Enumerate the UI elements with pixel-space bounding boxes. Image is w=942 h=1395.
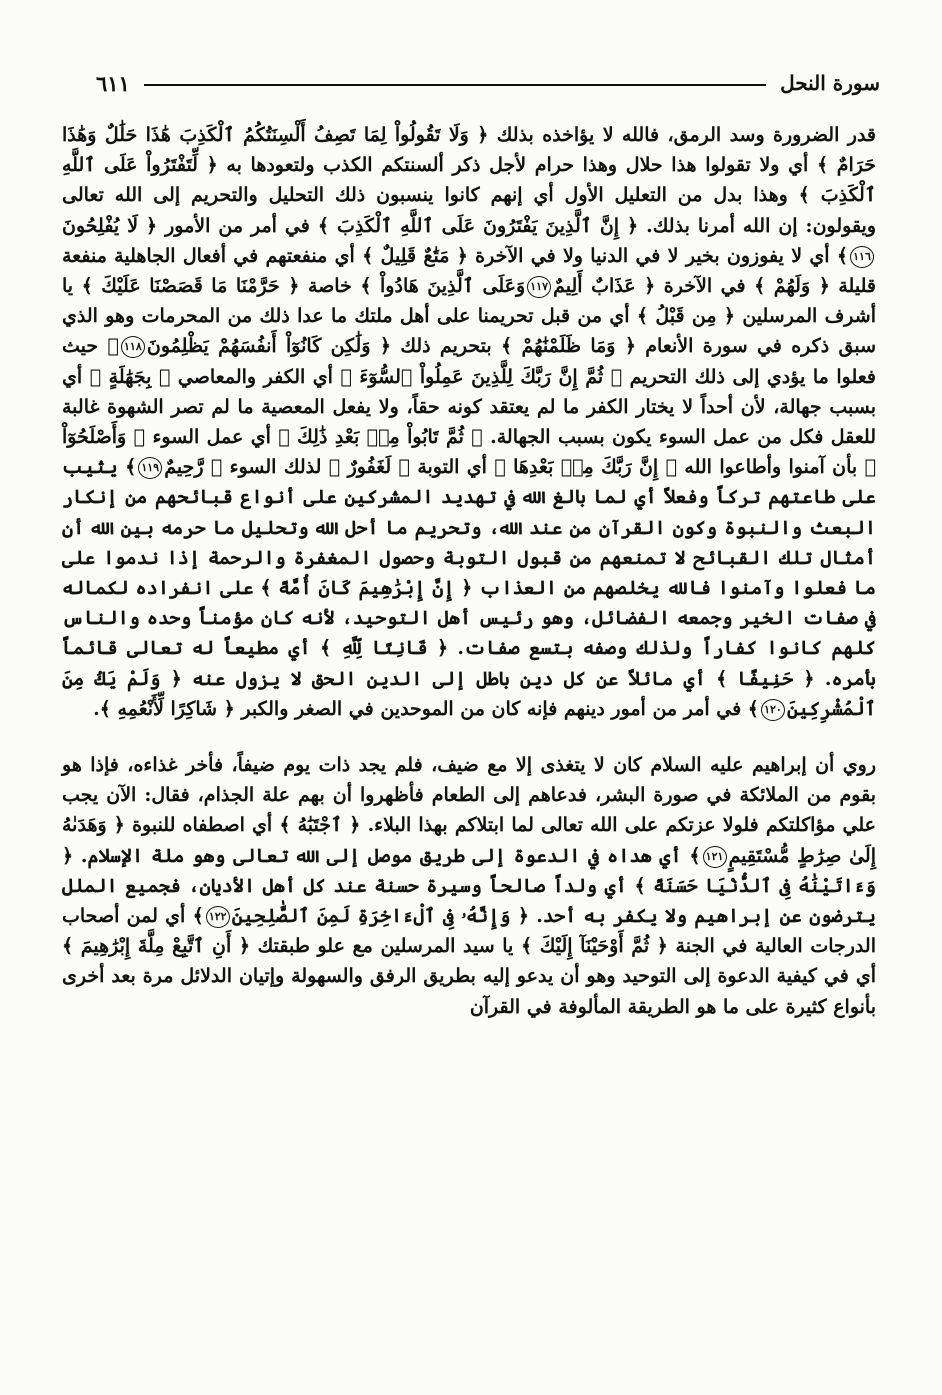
- quran-verse: ﴿ قَانِتًا لِّلَّهِ ﴾: [320, 637, 449, 660]
- quran-verse: ﴿ وَلَٰكِن كَانُوٓاْ أَنفُسَهُمْ يَظْلِمُونَ: [146, 335, 391, 358]
- quran-verse: ﴿ حَنِيفًا ﴾: [716, 667, 815, 690]
- page-body: [62, 120, 876, 1022]
- commentary-text: أي ولا تقولوا هذا حلال وهذا حرام لأجل ذكر ألسنتكم الكذب ولتعودها به: [217, 154, 817, 177]
- quran-verse: ﴿ إِنَّ ٱلَّذِينَ يَفْتَرُونَ عَلَى ٱللَّهِ ٱلْكَذِبَ ﴾: [317, 214, 639, 237]
- quran-verse: ﴿ وَمَا ظَلَمْنَٰهُمْ ﴾: [500, 335, 636, 358]
- quran-verse: ﴿ لَا يُفْلِحُونَ: [62, 214, 158, 237]
- commentary-text: يثيب على طاعتهم تركاً وفعلاً أي لما بالغ الله في تهديد المشركين على أنواع قبائحهم من إنكار البعث والنبوة وكون القرآن من عند الله، وتحريم ما أحل الله وتحليل ما حرمه بين الله أن أمثال تلك القبائح لا تمنعهم من قبول التوبة وحصول المغفرة والرحمة إذا ندموا على ما فعلوا وآمنوا فالله يخلصهم من العذاب: [62, 456, 876, 600]
- quran-verse: ﴿ شَاكِرًا لِّأَنْعُمِهِ ﴾: [99, 697, 235, 720]
- page-header: [96, 66, 880, 100]
- verse-number: ١١٧: [527, 276, 551, 298]
- quran-verse: ﴿ وَلَهُمْ ﴾: [754, 275, 830, 298]
- commentary-text: يا سيد المرسلين مع علو طبقتك: [250, 935, 521, 958]
- commentary-text: وهذا بدل من التعليل الأول أي إنهم كانوا ينسبون ذلك التحليل والتحريم إلى الله تعالى ويقولون: إن الله أمرنا بذلك.: [62, 184, 877, 237]
- quran-verse: ﴿ أَنِ ٱتَّبِعْ مِلَّةَ إِبْرَٰهِيمَ ﴾: [62, 935, 250, 958]
- commentary-text: أي التوبة: [409, 456, 495, 479]
- quran-verse: ﴾: [125, 456, 137, 479]
- paragraph-1: [62, 120, 876, 724]
- commentary-text: .: [93, 697, 100, 720]
- quran-verse: ﴿ وَءَاتَيْنَٰهُ فِى ٱلدُّنْيَا حَسَنَةً ﴾: [62, 844, 876, 897]
- commentary-text: لذلك السوء: [222, 456, 329, 479]
- commentary-text: خاصة: [299, 275, 361, 298]
- page-number: ٦١١: [96, 70, 130, 96]
- quran-verse: ﴾: [747, 697, 759, 720]
- paragraph-2: [62, 750, 876, 1022]
- commentary-text: أي منفعتهم في أفعال الجاهلية منفعة قليلة: [62, 244, 876, 298]
- quran-verse: وَعَلَى ٱلَّذِينَ هَادُواْ ﴾: [360, 275, 526, 298]
- verse-number: ١٢١: [703, 846, 727, 868]
- quran-verse: ﴿ رَّحِيمٌ: [164, 456, 223, 479]
- verse-number: ١١٨: [121, 336, 145, 358]
- surah-title: سورة النحل: [780, 71, 880, 95]
- quran-verse: ﴾: [836, 244, 848, 267]
- commentary-text: روي أن إبراهيم عليه السلام كان لا يتغذى إلا مع ضيف، فلم يجد ذات يوم ضيفاً، فأخر غذاءه، فإذا هو بقوم من الملائكة في صورة البشر، فدعاهم إلى الطعام فأظهروا أن بهم علة الجذام، فقال: الآن يجب علي مؤاكلتكم فلولا عزتكم على الله تعالى لما ابتلاكم بهذا البلاء.: [62, 754, 876, 837]
- commentary-text: بتحريم ذلك: [390, 335, 501, 358]
- commentary-text: حيث فعلوا ما يؤدي إلى ذلك التحريم: [62, 335, 877, 388]
- quran-verse: ﴿ إِنَّ إِبْرَٰهِيمَ كَانَ أُمَّةً ﴾: [260, 577, 473, 600]
- quran-verse: ﴿ لَغَفُورٌ ﴾: [328, 456, 410, 479]
- quran-verse: ﴿ ثُمَّ تَابُواْ مِنۢ بَعْدِ ذَٰلِكَ ﴾: [278, 426, 483, 449]
- quran-verse: ﴿ مَتَٰعٌ قَلِيلٌ ﴾: [362, 244, 468, 267]
- header-rule: [144, 84, 766, 86]
- commentary-text: على انفراده لكماله في صفات الخير وجمعه الفضائل، وهو رئيس أهل التوحيد، لأنه كان مؤمناً وحده والناس كلهم كانوا كفاراً ولذلك وصفه بتسع صفات.: [62, 577, 876, 660]
- quran-verse: ﴿ عَذَابٌ أَلِيمٌ: [553, 275, 656, 298]
- commentary-text: أي ولداً صالحاً وسيرة حسنة عند كل أهل الأديان، فجميع الملل يترضون عن إبراهيم ولا يكفر به أحد.: [62, 874, 876, 928]
- verse-number: ١٢٠: [761, 699, 785, 721]
- commentary-text: في الآخرة: [655, 275, 755, 298]
- quran-verse: ﴾: [689, 844, 701, 867]
- commentary-text: أي لا يفوزون بخير لا في الدنيا ولا في الآخرة: [467, 244, 837, 267]
- commentary-text: في أمر من أمور دينهم فإنه كان من الموحدين في الصغر والكبر: [234, 697, 748, 720]
- commentary-text: أي الكفر والمعاصي: [170, 365, 341, 388]
- verse-number: ١١٦: [850, 246, 874, 268]
- quran-verse: ﴾: [107, 335, 119, 358]
- commentary-text: أي مائلاً عن كل دين باطل إلى الدين الحق لا يزول عنه: [181, 667, 717, 690]
- commentary-text: أي عمل السوء: [145, 426, 279, 449]
- commentary-text: أي هداه في الدعوة إلى طريق موصل إلى الله تعالى وهو ملة الإسلام.: [73, 844, 690, 867]
- quran-verse: ﴿ وَإِنَّهُۥ فِى ٱلْءَاخِرَةِ لَمِنَ ٱلصَّٰلِحِينَ: [231, 905, 529, 928]
- quran-verse: ﴿ إِنَّ رَبَّكَ مِنۢ بَعْدِهَا ﴾: [494, 456, 678, 479]
- verse-number: ١٢٢: [206, 906, 230, 928]
- commentary-text: أي اصطفاه للنبوة: [124, 814, 280, 837]
- quran-verse: ﴿ وَلَمْ يَكُ مِنَ ٱلْمُشْرِكِينَ: [62, 667, 876, 720]
- quran-verse: ﴿ وَلَا تَقُولُواْ لِمَا تَصِفُ أَلْسِنَتُكُمُ ٱلْكَذِبَ هَٰذَا حَلَٰلٌ وَهَٰذَا حَرَامٌ ﴾: [62, 124, 876, 177]
- commentary-text: قدر الضرورة وسد الرمق، فالله لا يؤاخذه بذلك: [488, 124, 876, 146]
- commentary-text: أي في كيفية الدعوة إلى التوحيد وهو أن يدعو إليه بطريق الرفق والسهولة وإتيان الدلائل مرة بعد أخرى بأنواع كثيرة على ما هو الطريقة المألوفة في القرآن: [62, 965, 876, 1018]
- quran-verse: ﴿ مِن قَبْلُ ﴾: [636, 305, 735, 328]
- commentary-text: أي مطيعاً له تعالى قائماً بأمره.: [62, 637, 876, 690]
- quran-verse: ﴿ حَرَّمْنَا مَا قَصَصْنَا عَلَيْكَ ﴾: [81, 275, 300, 298]
- quran-verse: ﴿ وَأَصْلَحُوٓاْ ﴾: [62, 426, 877, 479]
- commentary-text: أي من قبل تحريمنا على أهل ملتك ما عدا ذلك من المحرمات وهو الذي سبق ذكره في سورة الأنعام: [62, 305, 877, 358]
- quran-verse: ﴿ وَهَدَىٰهُ إِلَىٰ صِرَٰطٍ مُّسْتَقِيمٍ: [62, 814, 876, 867]
- quran-verse: ﴿ بِجَهَٰلَةٍ ﴾: [89, 365, 171, 388]
- quran-verse: ﴾: [192, 905, 204, 928]
- commentary-text: أي بسبب جهالة، لأن أحداً لا يختار الكفر ما لم يعتقد كونه حقاً، ولا يفعل المعصية ما لم تصر الشهوة غالبة للعقل فكل من عمل السوء يكون بسبب الجهالة.: [62, 365, 876, 449]
- quran-verse: ﴿ ثُمَّ إِنَّ رَبَّكَ لِلَّذِينَ عَمِلُواْ ٱلسُّوٓءَ ﴾: [340, 365, 623, 388]
- commentary-text: أي لمن أصحاب الدرجات العالية في الجنة: [62, 905, 876, 958]
- quran-verse: ﴿ ٱجْتَبَٰهُ ﴾: [279, 814, 361, 837]
- commentary-text: بأن آمنوا وأطاعوا الله: [677, 456, 865, 479]
- verse-number: ١١٩: [138, 457, 162, 479]
- quran-verse: ﴿ لِّتَفْتَرُواْ عَلَى ٱللَّهِ ٱلْكَذِبَ ﴾: [62, 154, 876, 207]
- commentary-text: في أمر من الأمور: [157, 214, 318, 237]
- quran-verse: ﴿ ثُمَّ أَوْحَيْنَآ إِلَيْكَ ﴾: [520, 935, 668, 958]
- commentary-text: يا أشرف المرسلين: [62, 275, 876, 328]
